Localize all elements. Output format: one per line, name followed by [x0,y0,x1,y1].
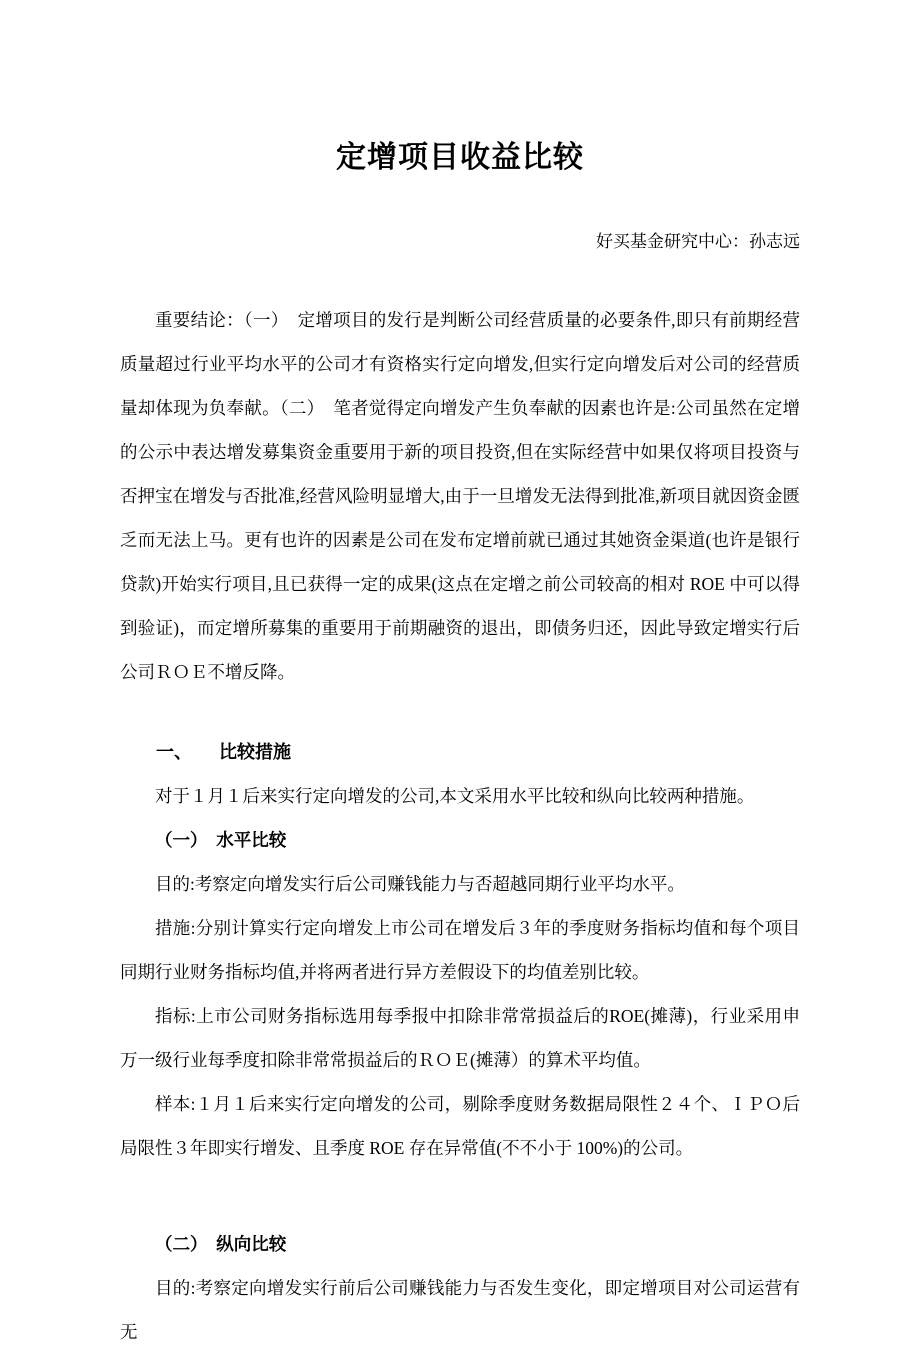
section-heading-comparison-methods: 一、 比较措施 [156,741,291,762]
paragraph-vertical-purpose: 目的:考察定向增发实行前后公司赚钱能力与否发生变化，即定增项目对公司运营有无 [120,1277,800,1342]
paragraph-method-intro: 对于１月１后来实行定向增发的公司,本文采用水平比较和纵向比较两种措施。 [155,785,755,806]
paragraph-horizontal-purpose: 目的:考察定向增发实行后公司赚钱能力与否超越同期行业平均水平。 [155,873,685,894]
paragraph-measure: 措施:分别计算实行定向增发上市公司在增发后３年的季度财务指标均值和每个项目同期行业财务指标均值,并将两者进行异方差假设下的均值差别比较。 [120,917,800,982]
subsection-heading-horizontal-comparison: （一） 水平比较 [155,829,287,850]
author-byline: 好买基金研究中心：孙志远 [596,232,800,251]
subsection-heading-vertical-comparison: （二） 纵向比较 [155,1233,287,1254]
paragraph-sample: 样本:１月１后来实行定向增发的公司，剔除季度财务数据局限性２４个、ＩＰＯ后局限性３年即实行增发、且季度 ROE 存在异常值(不不小于 100%)的公司。 [120,1093,800,1158]
document-title: 定增项目收益比较 [336,141,584,174]
paragraph-indicator: 指标:上市公司财务指标选用每季报中扣除非常常损益后的ROE(摊薄)，行业采用申万一级行业每季度扣除非常常损益后的ＲＯＥ(摊薄）的算术平均值。 [120,1005,800,1070]
paragraph-key-conclusions: 重要结论：（一） 定增项目的发行是判断公司经营质量的必要条件,即只有前期经营质量超过行业平均水平的公司才有资格实行定向增发,但实行定向增发后对公司的经营质量却体现为负奉献。（二） 笔者觉得定向增发产生负奉献的因素也许是:公司虽然在定增的公示中表达增发募集资金重要用于新的项目投资,但在实际经营中如果仅将项目投资与否押宝在增发与否批准,经营风险明显增大,由于一旦增发无法得到批准,新项目就因资金匮乏而无法上马。更有也许的因素是公司在发布定增前就已通过其她资金渠道(也许是银行贷款)开始实行项目,且已获得一定的成果(这点在定增之前公司较高的相对 ROE 中可以得到验证)，而定增所募集的重要用于前期融资的退出，即债务归还，因此导致定增实行后公司ＲＯＥ不增反降。 [120,309,800,682]
